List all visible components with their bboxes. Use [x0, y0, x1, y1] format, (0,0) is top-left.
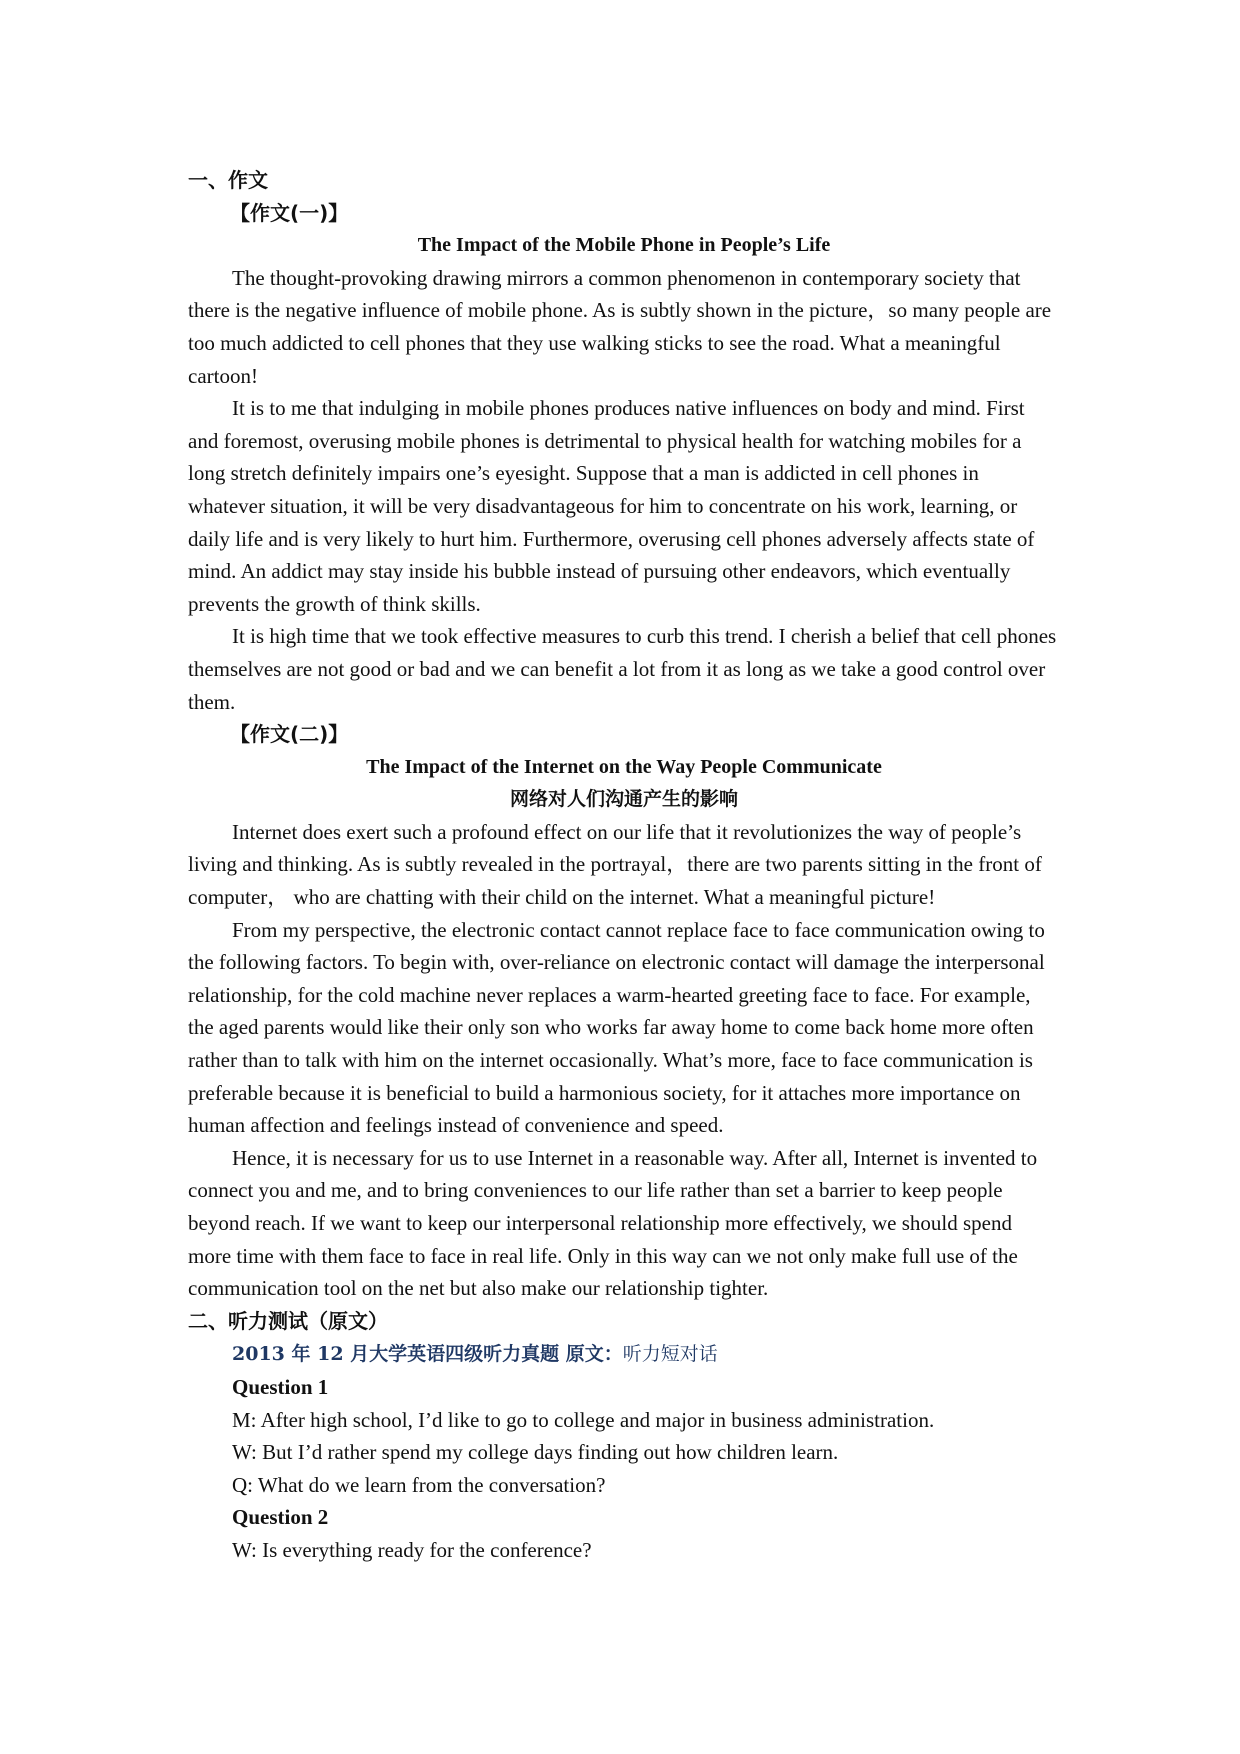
dialogue-line: W: Is everything ready for the conference?	[232, 1537, 592, 1562]
question-2-label: Question 2	[232, 1505, 329, 1530]
essay-2-label: 【作文(二)】	[230, 722, 349, 747]
dialogue-line: Q: What do we learn from the conversation?	[232, 1472, 606, 1497]
section-heading-essay: 一、作文	[188, 168, 268, 192]
listening-subheading	[188, 1337, 1060, 1371]
dialogue-line: W: But I’d rather spend my college days finding out how children learn.	[232, 1440, 839, 1465]
essay-2-paragraph: Internet does exert such a profound effect on our life that it revolutionizes the way of people’s living and thinking. As is subtly revealed in the portrayal，there are two parents sitting in the front of computer， who are chatting with their child on the internet. What a meaningful picture!	[188, 819, 1042, 910]
essay-2-paragraph: From my perspective, the electronic contact cannot replace face to face communication owing to the following factors. To begin with, over-reliance on electronic contact will damage the interpersonal relationship, for the cold machine never replaces a warm-hearted greeting face to face. For example, the aged parents would like their only son who works far away home to come back home more often rather than to talk with him on the internet occasionally. What’s more, face to face communication is preferable because it is beneficial to build a harmonious society, for it attaches more importance on human affection and feelings instead of convenience and speed.	[188, 917, 1045, 1138]
essay-1-paragraph: It is to me that indulging in mobile phones produces native influences on body and mind. First and foremost, overusing mobile phones is detrimental to physical health for watching mobiles for a long stretch definitely impairs one’s eyesight. Suppose that a man is addicted in cell phones in whatever situation, it will be very disadvantageous for him to concentrate on his work, learning, or daily life and is very likely to hurt him. Furthermore, overusing cell phones adversely affects state of mind. An addict may stay inside his bubble instead of pursuing other endeavors, which eventually prevents the growth of think skills.	[188, 396, 1035, 616]
essay-1-paragraph: It is high time that we took effective measures to curb this trend. I cherish a belief that cell phones themselves are not good or bad and we can benefit a lot from it as long as we take a good control over them.	[188, 624, 1057, 714]
essay-2-title-cn: 网络对人们沟通产生的影响	[509, 788, 738, 811]
essay-1-body	[188, 262, 1060, 718]
question-1-label: Question 1	[232, 1374, 329, 1399]
essay-1-label: 【作文(一)】	[230, 200, 349, 225]
essay-2-paragraph: Hence, it is necessary for us to use Internet in a reasonable way. After all, Internet is invented to connect you and me, and to bring conveniences to our life rather than set a barrier to keep people beyond reach. If we want to keep our interpersonal relationship more effectively, we should spend more time with them face to face in real life. Only in this way can we not only make full use of the communication tool on the net but also make our relationship tighter.	[188, 1145, 1038, 1301]
essay-2-title: The Impact of the Internet on the Way People Communicate	[366, 755, 882, 778]
listening-subheading-plain: 听力短对话	[622, 1343, 718, 1366]
essay-1-title: The Impact of the Mobile Phone in People’s Life	[417, 234, 831, 257]
essay-2-body	[188, 816, 1060, 1305]
section-heading-listening: 二、听力测试（原文）	[188, 1308, 388, 1333]
dialogue-line: M: After high school, I’d like to go to college and major in business administration.	[232, 1407, 935, 1432]
listening-subheading-bold: 2013 年 12 月大学英语四级听力真题 原文：	[232, 1343, 623, 1366]
essay-1-paragraph: The thought-provoking drawing mirrors a common phenomenon in contemporary society that there is the negative influence of mobile phone. As is subtly shown in the picture，so many people are too much addicted to cell phones that they use walking sticks to see the road. What a meaningful cartoon!	[188, 265, 1052, 388]
